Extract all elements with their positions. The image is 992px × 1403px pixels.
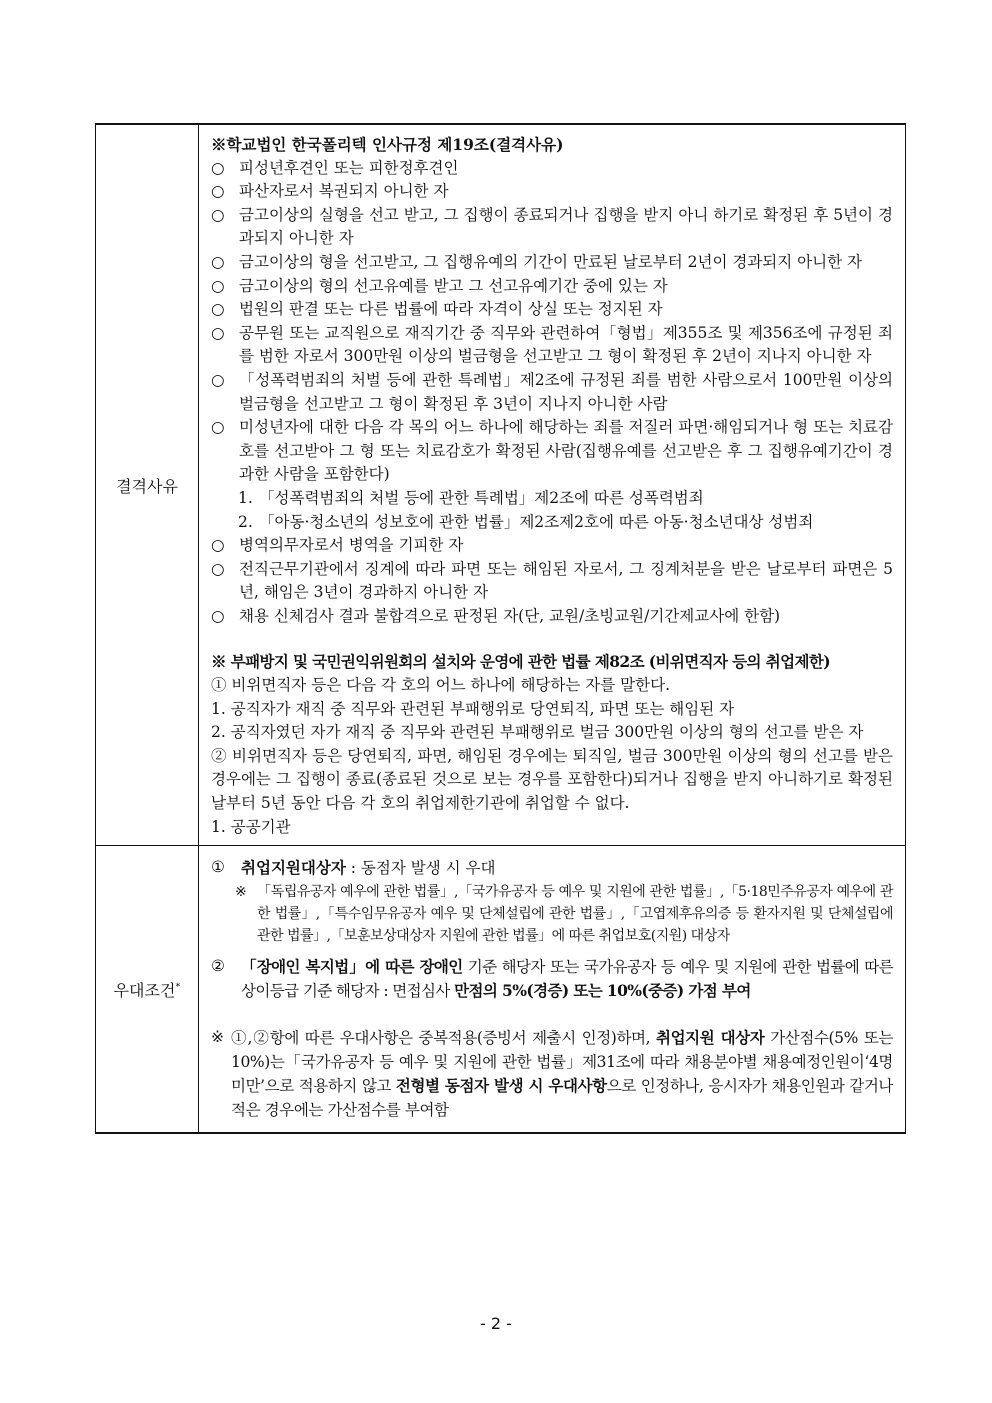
bullet-mark: ○: [211, 276, 225, 295]
law-line: ① 비위면직자 등은 다음 각 호의 어느 하나에 해당하는 자를 말한다.: [211, 676, 670, 695]
bullet-mark: ○: [211, 300, 225, 319]
list-item: [211, 416, 893, 487]
item-mark: ①: [211, 858, 225, 877]
disqualification-content: [199, 124, 906, 846]
item-text: 병역의무자로서 병역을 기피한 자: [239, 536, 464, 555]
list-item: [211, 605, 893, 629]
note-text: 「독립유공자 예우에 관한 법률」,「국가유공자 등 예우 및 지원에 관한 법률」,「5·18민주유공자 예우에 관한 법률」,「특수임무유공자 예우 및 단체설립에 관한 법률」,「고엽제후유의증 등 환자지원 및 단체설립에 관한 법률」,「보훈보상대상자 지원에 관한 법률」에 따른 취업보호(지원) 대상자: [257, 883, 893, 944]
bullet-mark: ○: [211, 536, 225, 555]
label-text: 우대조건: [113, 980, 176, 1000]
note-mark: ※: [235, 883, 247, 900]
item-text: 미성년자에 대한 다음 각 목의 어느 하나에 해당하는 죄를 저질러 파면·해임되거나 형 또는 치료감호를 선고받아 그 형 또는 치료감호가 확정된 사람(집행유예를 선고받은 후 그 집행유예기간이 경과한 사람을 포함한다): [239, 418, 893, 484]
list-item: [211, 275, 893, 299]
preference-footnote: [211, 1026, 893, 1122]
item-text: 법원의 판결 또는 다른 법률에 따라 자격이 상실 또는 정지된 자: [239, 300, 663, 319]
list-item: [211, 251, 893, 275]
sub-item: [211, 511, 893, 535]
preference-item-2: [211, 955, 893, 1004]
sub-text: 「아동·청소년의 성보호에 관한 법률」제2조제2호에 따른 아동·청소년대상 성범죄: [259, 512, 814, 531]
foot-bold-b: 취업지원 대상자: [656, 1028, 765, 1047]
item-bold: 「장애인 복지법」에 따른 장애인: [241, 956, 463, 976]
item-text: : 동점자 발생 시 우대: [345, 859, 496, 878]
foot-text-e: 으로 인정하나, 응시자가 채용인원과 같거나 적은 경우에는 가산점수를 부여함: [231, 1077, 894, 1119]
foot-text-a: ①,②항에 따른 우대사항은 중복적용(증빙서 제출시 인정)하며,: [231, 1029, 656, 1047]
sub-mark: 2.: [238, 512, 253, 531]
bullet-mark: ○: [211, 370, 225, 389]
list-item: [211, 180, 893, 204]
foot-mark: ※: [211, 1028, 224, 1046]
law-line: 2. 공직자였던 자가 재직 중 직무와 관련된 부패행위로 벌금 300만원 이상의 형의 선고를 받은 자: [211, 723, 864, 742]
item-text: 기준 해당자 또는 국가유공자 등 예우 및 지원에 관한 법률에 따른 상이등급 기준 해당자 : 면접심사: [241, 957, 893, 1001]
list-item: [211, 322, 893, 369]
bullet-mark: ○: [211, 606, 225, 625]
row-preference: [96, 846, 906, 1134]
list-item: [211, 157, 893, 181]
list-item: [211, 534, 893, 558]
sub-mark: 1.: [238, 488, 253, 507]
bullet-mark: ○: [211, 559, 225, 578]
law-line: 1. 공공기관: [211, 817, 291, 836]
preference-content: [199, 846, 906, 1134]
list-item: [211, 298, 893, 322]
bullet-mark: ○: [211, 205, 225, 224]
label-sup: *: [175, 981, 181, 993]
bullet-mark: ○: [211, 182, 225, 201]
item-text: 금고이상의 형의 선고유예를 받고 그 선고유예기간 중에 있는 자: [239, 276, 668, 295]
law-lines: [211, 674, 893, 839]
law-line: ② 비위면직자 등은 당연퇴직, 파면, 해임된 경우에는 퇴직일, 벌금 300만원 이상의 형의 선고를 받은 경우에는 그 집행이 종료(종료된 것으로 보는 경우를 포함한다)되거나 집행을 받지 아니하기로 확정된 날부터 5년 동안 다음 각 호의 취업제한기관에 취업할 수 없다.: [211, 746, 893, 813]
row-label-preference: [96, 846, 199, 1134]
item-text: 공무원 또는 교직원으로 재직기간 중 직무와 관련하여「형법」제355조 및 제356조에 규정된 죄를 범한 자로서 300만원 이상의 벌금형을 선고받고 그 형이 확정된 후 2년이 지나지 아니한 자: [239, 323, 893, 366]
item-bold: 취업지원대상자: [241, 858, 346, 878]
list-item: [211, 558, 893, 605]
item-text: 전직근무기관에서 징계에 따라 파면 또는 해임된 자로서, 그 징계처분을 받은 날로부터 파면은 5년, 해임은 3년이 경과하지 아니한 자: [239, 559, 893, 602]
item-mark: ②: [211, 956, 225, 975]
section-heading: ※학교법인 한국폴리텍 인사규정 제19조(결격사유): [211, 135, 564, 154]
bullet-mark: ○: [211, 252, 225, 271]
law-line: 1. 공직자가 재직 중 직무와 관련된 부패행위로 당연퇴직, 파면 또는 해임된 자: [211, 699, 735, 718]
item-text: 금고이상의 실형을 선고 받고, 그 집행이 종료되거나 집행을 받지 아니 하기로 확정된 후 5년이 경과되지 아니한 자: [239, 205, 893, 248]
info-table: [95, 123, 906, 1134]
item-text: 금고이상의 형을 선고받고, 그 집행유예의 기간이 만료된 날로부터 2년이 경과되지 아니한 자: [239, 252, 862, 271]
preference-item-1: [211, 856, 893, 881]
row-label-disqualification: [96, 124, 199, 846]
foot-text-c: 가산점수(5% 또는 10%)는「국가유공자 등 예우 및 지원에 관한 법률」제31조에 따라 채용분야별 채용예정인원이‘4명 미만’으로 적용하지 않고: [231, 1029, 893, 1096]
disqualification-list: [211, 157, 893, 487]
preference-note: [211, 881, 893, 947]
row-disqualification: [96, 124, 906, 846]
foot-bold-d: 전형별 동점자 발생 시 우대사항: [395, 1076, 607, 1096]
label-text: 결격사유: [116, 476, 178, 496]
sub-list: [211, 487, 893, 534]
item-text: 「성폭력범죄의 처벌 등에 관한 특례법」제2조에 규정된 죄를 범한 사람으로서 100만원 이상의 벌금형을 선고받고 그 형이 확정된 후 3년이 지나지 아니한 사람: [239, 370, 893, 413]
sub-text: 「성폭력범죄의 처벌 등에 관한 특례법」제2조에 따른 성폭력범죄: [259, 488, 704, 507]
page-number: - 2 -: [480, 1314, 512, 1333]
list-item: [211, 369, 893, 416]
item-text: 채용 신체검사 결과 불합격으로 판정된 자(단, 교원/초빙교원/기간제교사에 한함): [239, 606, 781, 625]
item-bold-2: 만점의 5%(경증) 또는 10%(중증) 가점 부여: [454, 981, 751, 1001]
bullet-mark: ○: [211, 323, 225, 342]
item-text: 피성년후견인 또는 피한정후견인: [239, 158, 459, 177]
bullet-mark: ○: [211, 158, 225, 177]
list-item: [211, 204, 893, 251]
bullet-mark: ○: [211, 418, 225, 437]
item-text: 파산자로서 복권되지 아니한 자: [239, 182, 449, 201]
disqualification-list-continued: [211, 534, 893, 628]
law-heading: ※ 부패방지 및 국민권익위원회의 설치와 운영에 관한 법률 제82조 (비위면직자 등의 취업제한): [211, 652, 830, 672]
sub-item: [211, 487, 893, 511]
